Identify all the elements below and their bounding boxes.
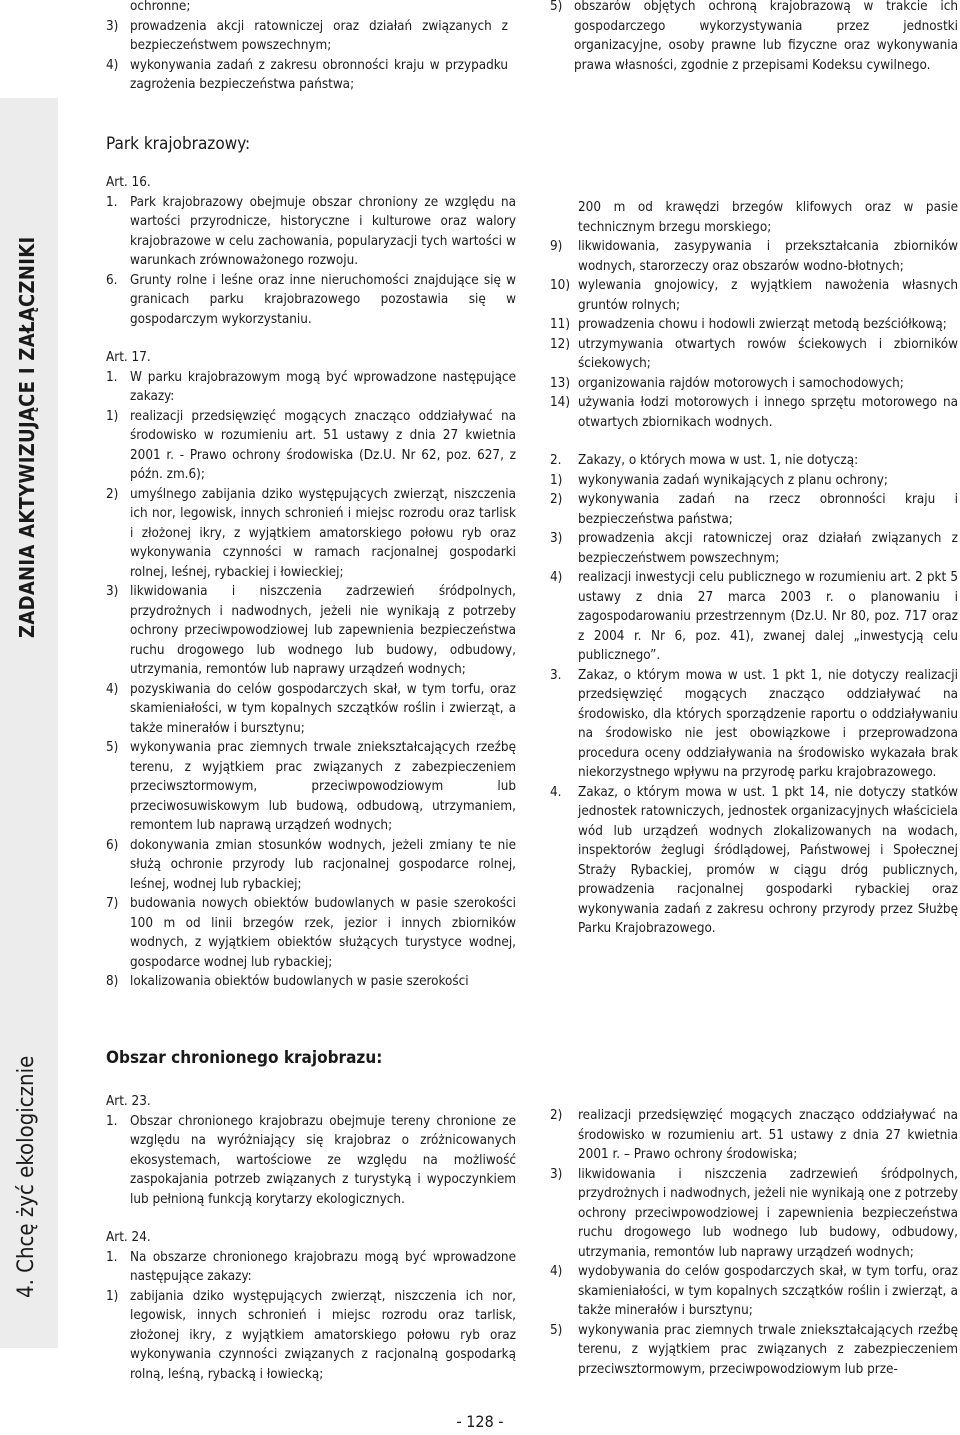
list-item [106,582,516,680]
paragraph-number: 6. [106,272,118,288]
item-number: 4) [106,681,119,697]
paragraph-number: 1. [106,194,118,210]
paragraph [550,451,958,471]
paragraph-number: 1. [106,1249,118,1265]
article-label: Art. 23. [106,1094,151,1109]
obszar-heading: Obszar chronionego krajobrazu: [106,1048,383,1068]
paragraph [106,368,516,407]
paragraph-text: Park krajobrazowy obejmuje obszar chroniony ze względu na wartości przyrodnicze, historyczne i kulturowe oraz walory krajobrazowe w celu zachowania, popularyzacji tych wartości w warunkach zrównoważonego rozwoju. [130,194,516,268]
item-text: organizowania rajdów motorowych i samochodowych; [578,375,904,391]
item-text: używania łodzi motorowych i innego sprzętu motorowego na otwartych zbiornikach wodnych. [578,395,958,430]
item-text: dokonywania zmian stosunków wodnych, jeżeli zmiany te nie służą ochronie przyrody lub racjonalnej gospodarce rolnej, leśnej, wodnej lub rybackiej; [130,837,516,892]
list-item [106,894,516,972]
section-title: ZADANIA AKTYWIZUJĄCE I ZAŁĄCZNIKI [15,236,39,638]
list-item [550,471,958,491]
item-text: realizacji przedsięwzięć mogących znacząco oddziaływać na środowisko w rozumieniu art. 51 ustawy z dnia 27 kwietnia 2001 r. – Prawo ochrony środowiska; [578,1108,958,1162]
list-item [106,17,508,56]
list-item [106,738,516,836]
park-heading: Park krajobrazowy: [106,134,251,154]
item-number: 7) [106,896,119,911]
paragraph [106,1248,516,1287]
list-item [550,237,958,276]
item-text: wykonywania prac ziemnych trwale zniekształcających rzeźbę terenu, z wyjątkiem prac związanych z zabezpieczeniem przeciwsztormowym, przeciwpowodziowym lub przeciwosuwiskowym lub budową, odbudową, utrzymaniem, remontem lub naprawą urządzeń wodnych; [130,740,516,833]
item-text: realizacji przedsięwzięć mogących znacząco oddziaływać na środowisko w rozumieniu art. 51 ustawy z dnia 27 kwietnia 2001 r. - Prawo ochrony środowiska (Dz.U. Nr 62, poz. 627, z późn. zm.6); [130,408,516,482]
item-text: wykonywania prac ziemnych trwale zniekształcających rzeźbę terenu, z wyjątkiem prac związanych z zabezpieczeniem przeciwsztormowym, przeciwpowodziowym lub prze- [578,1322,958,1377]
sidebar-strip [0,98,58,1348]
list-item [550,374,958,394]
item-number: 6) [106,837,119,853]
paragraph-text: Zakazy, o których mowa w ust. 1, nie dotyczą: [578,453,859,468]
continuation-line: ochronne; [130,0,191,14]
item-number: 3) [550,1166,563,1182]
item-text: wylewania gnojowicy, z wyjątkiem nawożenia własnych gruntów rolnych; [578,278,958,313]
item-number: 2) [550,1108,563,1123]
item-text: budowania nowych obiektów budowlanych w pasie szerokości 100 m od linii brzegów rzek, jezior i innych zbiorników wodnych, z wyjątkiem obiektów służących turystyce wodnej, gospodarce wodnej lub rybackiej; [130,896,516,970]
paragraph [106,193,516,271]
item-number: 3) [106,18,119,34]
paragraph-text: Zakaz, o którym mowa w ust. 1 pkt 1, nie dotyczy realizacji przedsięwzięć mogących znacząco oddziaływać na środowisko, dla których sporządzenie raportu o oddziaływaniu na środowisko nie jest obowiązkowe i przeprowadzona procedura oceny oddziaływania na środowisko wykazała brak niekorzystnego wpływu na przyrodę parku krajobrazowego. [578,667,958,780]
paragraph-number: 4. [550,784,562,800]
list-item [550,315,958,335]
paragraph-number: 3. [550,667,562,683]
paragraph [550,666,958,783]
item-number: 5) [106,740,119,755]
item-text: likwidowania i niszczenia zadrzewień śródpolnych, przydrożnych i nadwodnych, jeżeli nie wynikają one z potrzeby ochrony przeciwpowodziowej i zapewnienia bezpieczeństwa ruchu drogowego lub wodnego lub budowy, odbudowy, utrzymania, remontów lub naprawy urządzeń wodnych; [578,1166,958,1260]
item-text: wykonywania zadań na rzecz obronności kraju i bezpieczeństwa państwa; [578,492,958,527]
item-number: 2) [550,492,563,507]
item-number: 4) [550,1264,563,1279]
list-item [550,1262,958,1321]
top-right-block [550,0,958,75]
list-item [106,836,516,895]
item-number: 2) [106,486,119,502]
item-number: 4) [550,570,563,585]
paragraph [550,783,958,939]
list-item [550,529,958,568]
list-item [106,680,516,739]
page-number: - 128 - [456,1412,504,1431]
left-column [106,173,516,992]
paragraph-text: Zakaz, o którym mowa w ust. 1 pkt 14, nie dotyczy statków jednostek ratowniczych, jednostek organizacyjnych właściciela wód lub urządzeń wodnych zlokalizowanych na wodach, inspektorów żeglugi śródlądowej, Państwowej i Społecznej Straży Rybackiej, promów w ciągu dróg publicznych, prowadzenia racjonalnej gospodarki rybackiej oraz wykonywania zadań z zakresu ochrony przyrody przez Służbę Parku Krajobrazowego. [578,784,958,936]
item-number: 9) [550,239,563,254]
paragraph [106,1112,516,1210]
list-item [550,276,958,315]
paragraph-text: Grunty rolne i leśne oraz inne nieruchomości znajdujące się w granicach parku krajobrazowego pozostawia się w gospodarczym wykorzystaniu. [130,272,516,327]
list-item [550,490,958,529]
item-number: 1) [106,1288,119,1304]
paragraph-number: 2. [550,453,562,468]
paragraph-text: W parku krajobrazowym mogą być wprowadzone następujące zakazy: [130,369,516,404]
paragraph-text: Obszar chronionego krajobrazu obejmuje tereny chronione ze względu na wyróżniający się krajobraz o zróżnicowanych ekosystemach, wartościowe ze względu na możliwość zaspokajania potrzeb związanych z turystyką i wypoczynkiem lub pełnioną funkcją korytarzy ekologicznych. [130,1113,516,1207]
list-item [106,56,508,95]
item-number: 1) [550,472,563,488]
item-number: 11) [550,317,571,332]
item-text: realizacji inwestycji celu publicznego w rozumieniu art. 2 pkt 5 ustawy z dnia 27 marca 2003 r. o planowaniu i zagospodarowaniu przestrzennym (Dz.U. Nr 80, poz. 717 oraz z 2004 r. Nr 6, poz. 41), zwanej dalej „inwestycją celu publicznego”. [578,570,958,663]
item-number: 5) [550,0,563,14]
list-item [550,568,958,666]
chapter-title: 4. Chcę żyć ekologicznie [14,1055,39,1298]
right-column [550,198,958,939]
paragraph-text: Na obszarze chronionego krajobrazu mogą być wprowadzone następujące zakazy: [130,1249,516,1284]
item-text: zabijania dziko występujących zwierząt, niszczenia ich nor, legowisk, innych schronień i miejsc rozrodu oraz tarlisk, złożonej ikry, z wyjątkiem amatorskiego połowu ryb oraz wykonywania czynności związanych z racjonalną gospodarką rolną, leśną, rybacką i łowiecką; [130,1288,516,1382]
list-item [106,485,516,583]
list-item [550,1106,958,1165]
item-text: prowadzenia akcji ratowniczej oraz działań związanych z bezpieczeństwem powszechnym; [130,18,508,53]
item-text: pozyskiwania do celów gospodarczych skał, w tym torfu, oraz skamieniałości, w tym kopalnych szczątków roślin i zwierząt, a także minerałów i bursztynu; [130,681,516,736]
item-text: umyślnego zabijania dziko występujących zwierząt, niszczenia ich nor, legowisk, innych schronień i miejsc rozrodu oraz tarlisk i złożonej ikry, z wyjątkiem amatorskiego połowu ryb oraz wykonywania czynności w ramach racjonalnej gospodarki rolnej, leśnej, rybackiej i łowieckiej; [130,486,516,580]
list-item [550,1321,958,1380]
continuation-text: 200 m od krawędzi brzegów klifowych oraz w pasie technicznym brzegu morskiego; [578,200,958,235]
item-text: likwidowania, zasypywania i przekształcania zbiorników wodnych, starorzeczy oraz obszarów wodno-błotnych; [578,239,958,274]
item-text: wykonywania zadań wynikających z planu ochrony; [578,472,888,488]
item-number: 12) [550,336,571,352]
paragraph [106,271,516,330]
item-text: prowadzenia akcji ratowniczej oraz działań związanych z bezpieczeństwem powszechnym; [578,531,958,566]
item-number: 3) [106,584,119,599]
list-item [106,407,516,485]
item-text: utrzymywania otwartych rowów ściekowych i zbiorników ściekowych; [578,336,958,371]
list-item [550,335,958,374]
list-item [106,1287,516,1385]
top-left-block [106,0,508,95]
list-item [550,393,958,432]
item-text: obszarów objętych ochroną krajobrazową w trakcie ich gospodarczego wykorzystywania przez jednostki organizacyjne, osoby prawne lub fizyczne oraz wykonywania prawa własności, zgodnie z przepisami Kodeksu cywilnego. [574,0,958,73]
item-text: likwidowania i niszczenia zadrzewień śródpolnych, przydrożnych i nadwodnych, jeżeli nie wynikają z potrzeby ochrony przeciwpowodziowej lub zapewnienia bezpieczeństwa ruchu drogowego lub wodnego lub budowy, odbudowy, utrzymania, remontów lub naprawy urządzeń wodnych; [130,584,516,677]
article-label: Art. 24. [106,1230,151,1245]
paragraph-number: 1. [106,369,118,385]
item-text: wydobywania do celów gospodarczych skał, w tym torfu, oraz skamieniałości, w tym kopalnych szczątków roślin i zwierząt, a także minerałów i bursztynu; [578,1264,958,1318]
right-bottom-column [550,1106,958,1379]
item-number: 5) [550,1322,563,1338]
item-number: 8) [106,974,119,989]
paragraph-number: 1. [106,1113,118,1129]
item-number: 1) [106,408,119,424]
list-item [550,1165,958,1263]
article-label: Art. 17. [106,350,151,365]
list-item [550,0,958,75]
item-number: 4) [106,57,119,73]
item-text: wykonywania zadań z zakresu obronności kraju w przypadku zagrożenia bezpieczeństwa państwa; [130,57,508,92]
article-label: Art. 16. [106,175,151,190]
item-number: 3) [550,531,563,546]
item-number: 13) [550,375,571,391]
list-item [106,972,516,992]
item-text: prowadzenia chowu i hodowli zwierząt metodą bezściółkową; [578,317,947,332]
item-number: 14) [550,395,571,410]
left-bottom-column [106,1092,516,1384]
item-text: lokalizowania obiektów budowlanych w pasie szerokości [130,974,469,989]
item-number: 10) [550,278,571,293]
